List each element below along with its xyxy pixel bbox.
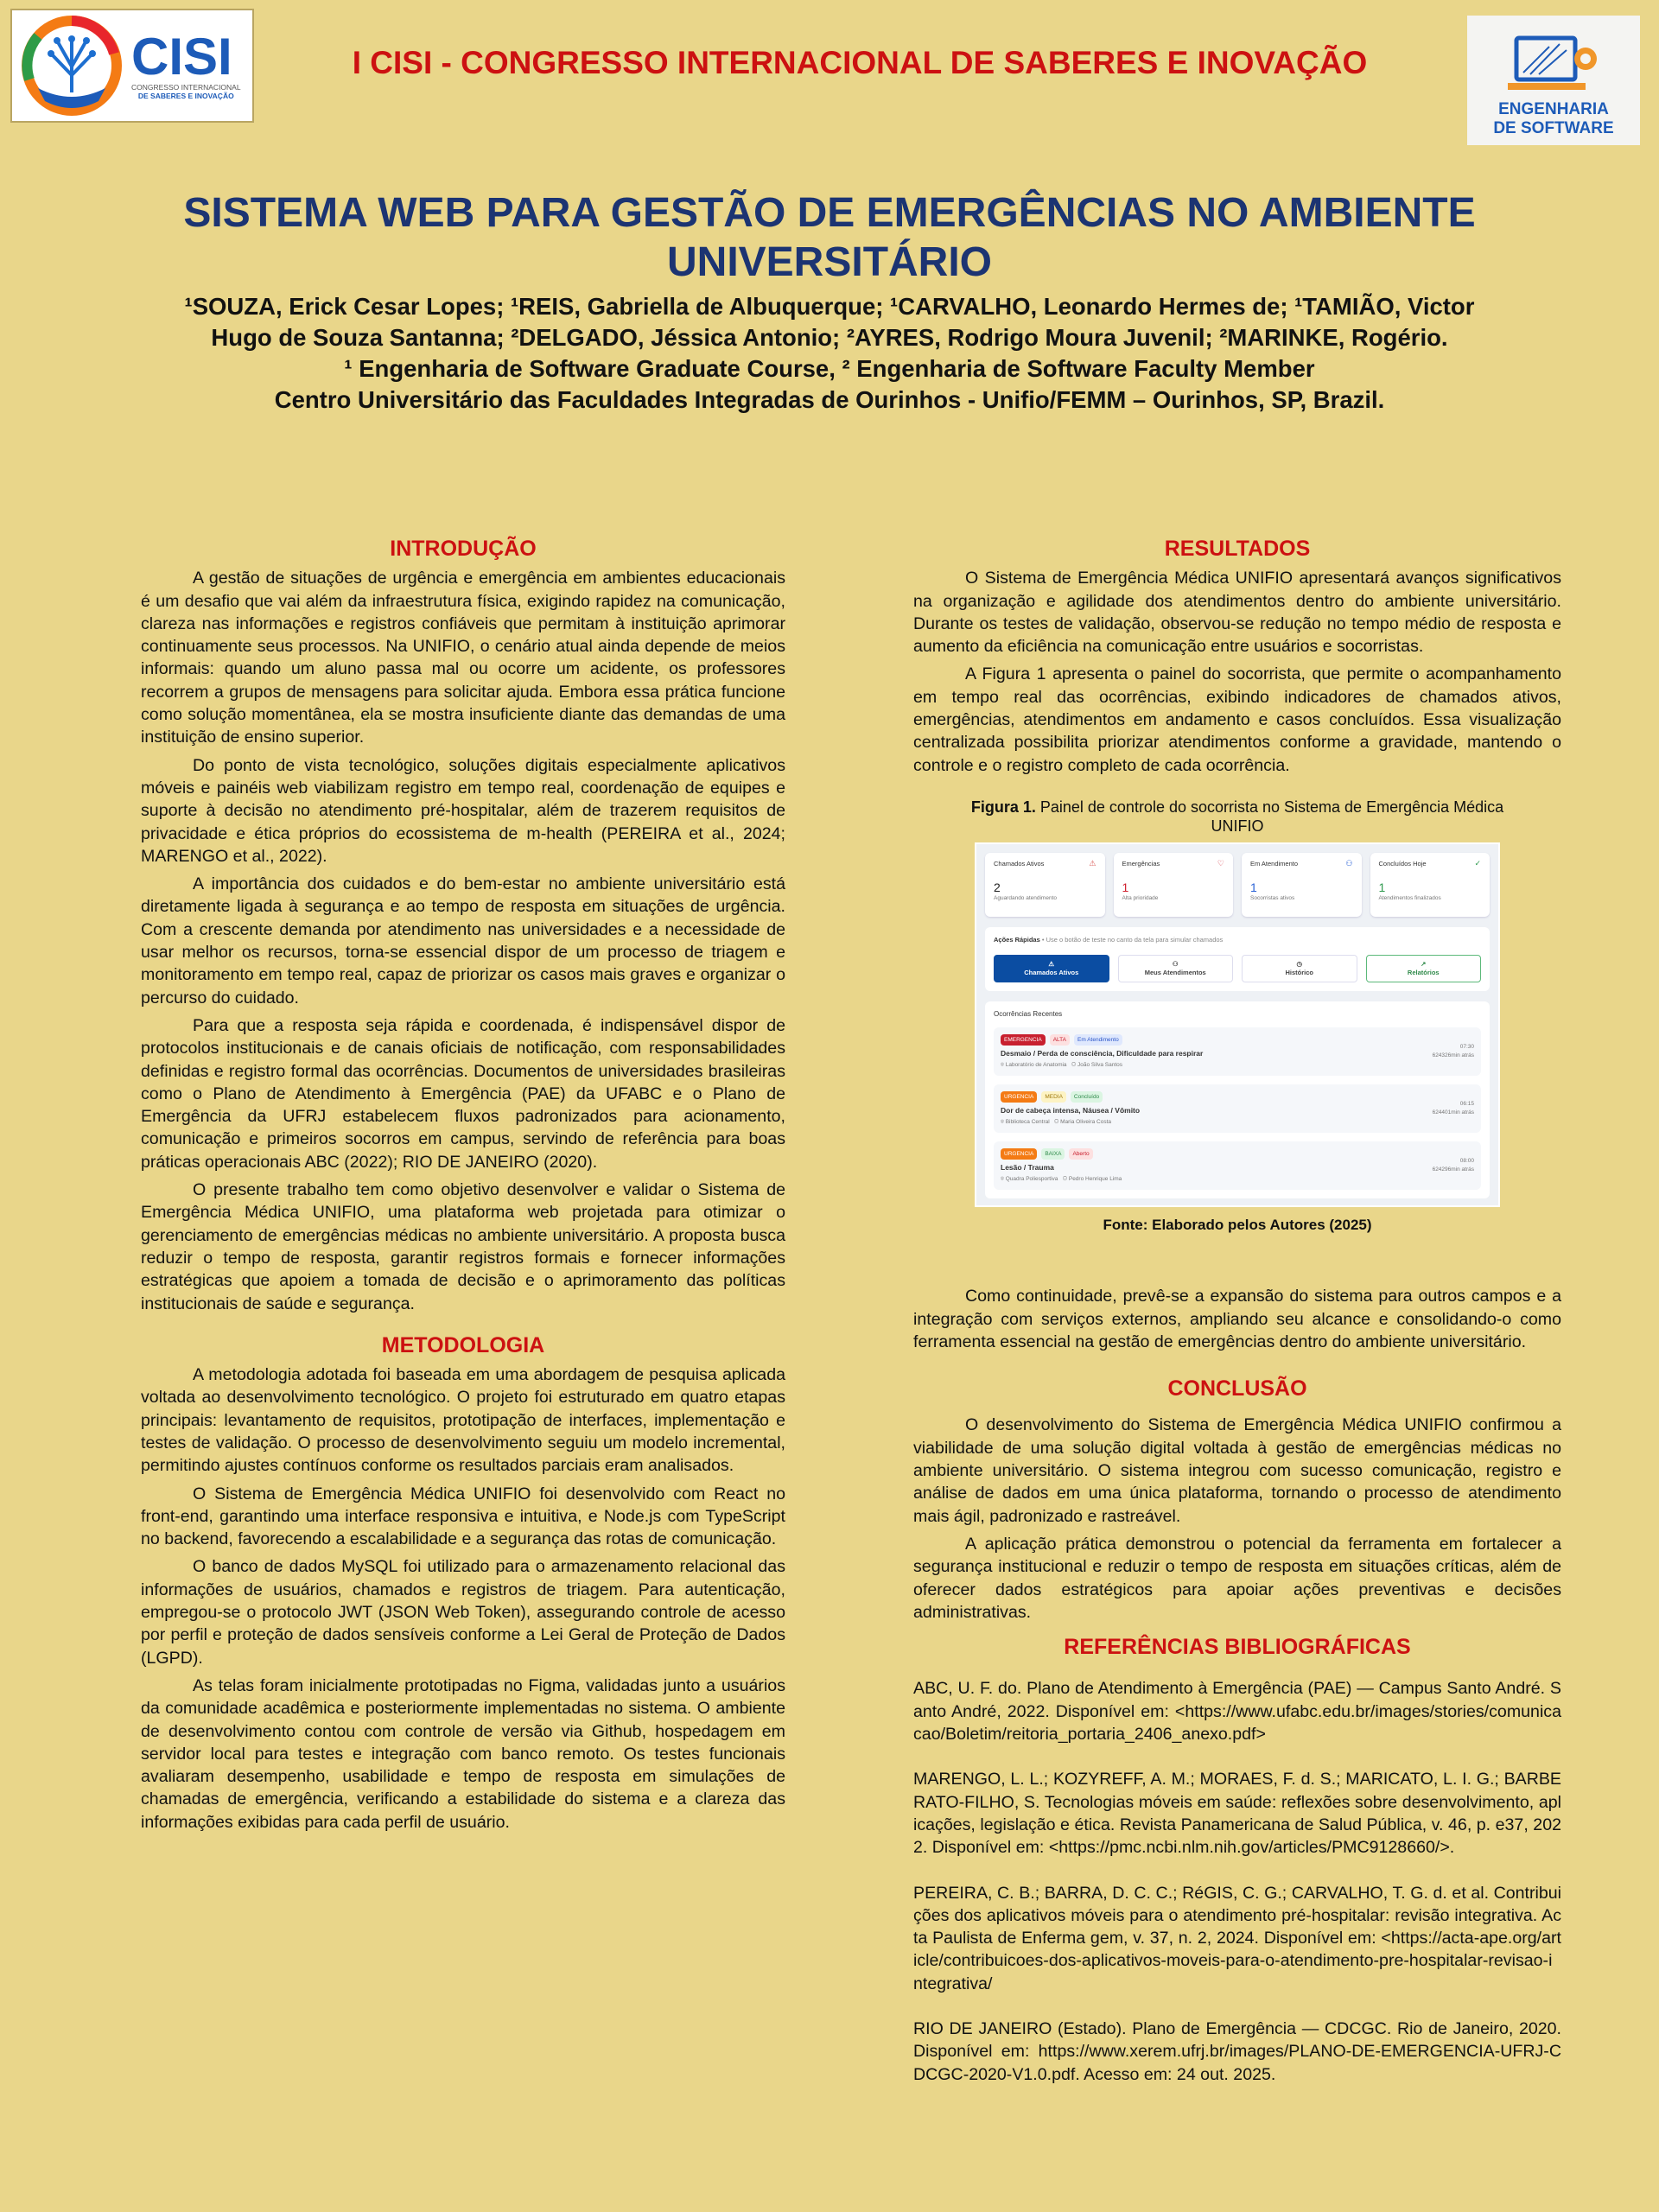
quick-actions-title: Ações Rápidas (994, 935, 1040, 944)
stat-card-title: Em Atendimento (1250, 859, 1299, 868)
heart-icon: ♡ (1217, 858, 1224, 868)
references-list (913, 1677, 1561, 2085)
authors-block (52, 291, 1607, 416)
status-badge: EMERGENCIA (1001, 1034, 1046, 1046)
unifio-tree-icon (21, 15, 123, 117)
reference-item: ABC, U. F. do. Plano de Atendimento à Emergência (PAE) — Campus Santo André. Santo André, 2022. Disponível em: <https://www.ufabc.edu.br/images/stories/comunicacao/Boletim/reitoria_portaria_2406_anexo.pdf> (913, 1679, 1561, 1745)
status-badge: MEDIA (1041, 1091, 1066, 1103)
title-line: UNIVERSITÁRIO (666, 239, 993, 285)
section-heading: REFERÊNCIAS BIBLIOGRÁFICAS (1064, 1635, 1411, 1660)
location-pin-icon: ⌾ (1001, 1061, 1004, 1068)
paragraph: A importância dos cuidados e do bem-estar no ambiente universitário está diretamente ligada à segurança e ao tempo de resposta em situações de urgência. Com a crescente demanda por atendimento nas universidades e a necessidade de usar melhor os recursos, torna-se essencial dispor de um processo de triagem e monitoramento em tempo real, capaz de priorizar os casos mais graves e organizar o percurso do cuidado. (141, 874, 785, 1007)
stat-card-title: Concluídos Hoje (1378, 859, 1427, 868)
occurrence-location: Biblioteca Central (1005, 1118, 1050, 1125)
stat-card[interactable] (1370, 853, 1491, 917)
occurrence-location: Laboratório de Anatomia (1005, 1061, 1067, 1068)
cisi-logo-sub: CONGRESSO INTERNACIONAL (131, 83, 241, 92)
check-circle-icon: ✓ (1474, 858, 1481, 868)
action-icon: ⚠ (1048, 959, 1055, 968)
stat-card[interactable] (1114, 853, 1234, 917)
paragraph: A aplicação prática demonstrou o potencial da ferramenta em fortalecer a segurança institucional e reduzir o tempo de resposta em situações críticas, além de oferecer dados estratégicos para apoiar ações preventivas e decisões administrativas. (913, 1534, 1561, 1622)
institution-line: Centro Universitário das Faculdades Integradas de Ourinhos - Unifio/FEMM – Ourinhos, SP, Brazil. (274, 386, 1385, 413)
stat-card-sub: Atendimentos finalizados (1378, 894, 1441, 901)
recent-title: Ocorrências Recentes (994, 1009, 1063, 1018)
paragraph: A Figura 1 apresenta o painel do socorrista, que permite o acompanhamento em tempo real das ocorrências, exibindo indicadores de chamados ativos, emergências, atendimentos em andamento e casos concluídos. Essa visualização centralizada possibilita priorizar atendimentos conforme a gravidade, mantendo o controle e o registro completo de cada ocorrência. (913, 664, 1561, 775)
paragraph: Como continuidade, prevê-se a expansão do sistema para outros campos e a integração com serviços externos, ampliando seu alcance e consolidando-o como ferramenta essencial na gestão de emergências dentro do ambiente universitário. (913, 1287, 1561, 1351)
occurrence-title: Desmaio / Perda de consciência, Dificuldade para respirar (1001, 1048, 1204, 1058)
action-label: Histórico (1285, 968, 1313, 976)
action-label: Relatórios (1407, 968, 1440, 976)
section-heading: INTRODUÇÃO (390, 537, 537, 561)
occurrence-ago: 624401min atrás (1432, 1109, 1474, 1116)
occurrence-title: Lesão / Trauma (1001, 1162, 1054, 1172)
quick-actions (994, 955, 1481, 982)
stat-card-sub: Socorristas ativos (1250, 894, 1295, 901)
status-badge: Aberto (1069, 1148, 1092, 1160)
affiliation-line: ¹ Engenharia de Software Graduate Course, ² Engenharia de Software Faculty Member (344, 355, 1315, 382)
occurrence-ago: 624296min atrás (1432, 1166, 1474, 1173)
stat-card-value: 1 (1250, 880, 1257, 894)
section-introducao (141, 537, 785, 1315)
occurrence-item[interactable] (994, 1084, 1481, 1133)
user-icon: ⚇ (1054, 1118, 1059, 1125)
occurrence-title: Dor de cabeça intensa, Náusea / Vômito (1001, 1105, 1141, 1115)
section-metodologia (141, 1334, 785, 1834)
paragraph: Para que a resposta seja rápida e coordenada, é indispensável dispor de protocolos institucionais e de canais oficiais de notificação, com responsabilidades definidas e registro formal das ocorrências. Documentos de universidades brasileiras como o Plano de Atendimento à Emergência (PAE) da UFABC e o Plano de Emergência da UFRJ estabelecem fluxos padronizados para acionamento, comunicação e primeiros socorros em campus, servindo de referência para boas práticas operacionais ABC (2022); RIO DE JANEIRO (2020). (141, 1015, 785, 1172)
section-conclusao (913, 1377, 1561, 1624)
action-icon: ↗ (1421, 959, 1427, 968)
users-icon: ⚇ (1345, 858, 1353, 868)
paragraph: O banco de dados MySQL foi utilizado para o armazenamento relacional das informações de usuários, chamados e registros de triagem. Para autenticação, empregou-se o protocolo JWT (JSON Web Token), assegurando controle de acesso por perfil e proteção de dados sensíveis conforme a Lei Geral de Proteção de Dados (LGPD). (141, 1557, 785, 1668)
stat-card[interactable] (985, 853, 1105, 917)
status-badge: ALTA (1050, 1034, 1070, 1046)
section-heading: METODOLOGIA (381, 1332, 545, 1357)
action-button-meus-atendimentos[interactable] (1118, 955, 1234, 982)
occurrence-item[interactable] (994, 1141, 1481, 1190)
action-label: Meus Atendimentos (1144, 968, 1206, 976)
cisi-logo-sub: DE SABERES E INOVAÇÃO (137, 92, 234, 100)
stat-card-sub: Aguardando atendimento (994, 894, 1058, 901)
reference-item: RIO DE JANEIRO (Estado). Plano de Emergência — CDCGC. Rio de Janeiro, 2020. Disponível em: https://www.xerem.ufrj.br/images/PLANO-DE-EMERGENCIA-UFRJ-CDCGC-2020-V1.0.pdf. Acesso em: 24 out. 2025. (913, 2018, 1561, 2084)
es-logo-text: DE SOFTWARE (1493, 119, 1614, 137)
stat-card-value: 1 (1378, 880, 1386, 894)
alert-triangle-icon: ⚠ (1089, 858, 1096, 868)
paragraph: O desenvolvimento do Sistema de Emergência Médica UNIFIO confirmou a viabilidade de uma solução digital voltada à gestão de emergências médicas no ambiente universitário. O sistema integrou com sucesso comunicação, registro e análise de dados em uma única plataforma, tornando o processo de atendimento mais ágil, padronizado e rastreável. (913, 1415, 1561, 1526)
paragraph: O presente trabalho tem como objetivo desenvolver e validar o Sistema de Emergência Médica UNIFIO, uma plataforma web projetada para otimizar o gerenciamento de emergências médicas no ambiente universitário. A proposta busca reduzir o tempo de resposta, garantir registros formais e fornecer informações estratégicas que apoiem a tomada de decisão e o aprimoramento das políticas institucionais de saúde e segurança. (141, 1180, 785, 1313)
cisi-logo (10, 9, 254, 123)
reference-item: MARENGO, L. L.; KOZYREFF, A. M.; MORAES, F. d. S.; MARICATO, L. I. G.; BARBERATO-FILHO, S. Tecnologias móveis em saúde: reflexões sobre desenvolvimento, aplicações, legislação e ética. Revista Panamericana de Salud Pública, v. 46, p. e37, 2022. Disponível em: <https://pmc.ncbi.nlm.nih.gov/articles/PMC9128660/>. (913, 1770, 1561, 1858)
occurrence-time: 06:15 (1459, 1100, 1474, 1107)
stat-card[interactable] (1242, 853, 1362, 917)
stat-card-value: 1 (1122, 880, 1129, 894)
quick-actions-panel (985, 927, 1490, 991)
status-badge: URGENCIA (1001, 1148, 1037, 1160)
cisi-wordmark (131, 28, 241, 100)
stat-card-value: 2 (994, 880, 1001, 894)
figure-caption-text: Painel de controle do socorrista no Sistema de Emergência Médica UNIFIO (1039, 798, 1504, 835)
action-label: Chamados Ativos (1024, 968, 1079, 976)
figure-source: Fonte: Elaborado pelos Autores (2025) (1103, 1216, 1372, 1233)
quick-actions-hint: • Use o botão de teste no canto da tela para simular chamados (1041, 935, 1224, 944)
location-pin-icon: ⌾ (1001, 1118, 1004, 1125)
action-button-chamados-ativos[interactable] (994, 955, 1109, 982)
recent-occurrences-panel (985, 1001, 1490, 1198)
figure-label: Figura 1. (970, 798, 1036, 816)
occurrence-location: Quadra Poliesportiva (1005, 1175, 1058, 1182)
occurrence-person: João Silva Santos (1077, 1061, 1123, 1068)
section-referencias (913, 1636, 1561, 2086)
paragraph: A gestão de situações de urgência e emergência em ambientes educacionais é um desafio que vai além da infraestrutura física, exigindo rapidez na comunicação, clareza nas informações e registros confiáveis que permitam à instituição aprimorar continuamente seus processos. Na UNIFIO, o cenário atual ainda depende de meios informais: quando um aluno passa mal ou ocorre um acidente, os professores recorrem a grupos de mensagens para solicitar ajuda. Embora essa prática funcione como solução momentânea, ela se mostra insuficiente diante das demandas de uma instituição de ensino superior. (141, 569, 785, 747)
location-pin-icon: ⌾ (1001, 1175, 1004, 1182)
left-column (141, 537, 785, 1839)
action-button-relat-rios[interactable] (1366, 955, 1482, 982)
occurrence-person: Pedro Henrique Lima (1068, 1175, 1122, 1182)
status-badge: BAIXA (1041, 1148, 1065, 1160)
occurrence-ago: 624326min atrás (1432, 1052, 1474, 1058)
authors-line: ¹SOUZA, Erick Cesar Lopes; ¹REIS, Gabriella de Albuquerque; ¹CARVALHO, Leonardo Hermes de; ¹TAMIÃO, Victor (184, 293, 1475, 320)
stat-cards (985, 853, 1490, 917)
occurrence-list (994, 1027, 1481, 1190)
paragraph: O Sistema de Emergência Médica UNIFIO foi desenvolvido com React no front-end, garantindo uma interface responsiva e intuitiva, e Node.js com TypeScript no backend, favorecendo a escalabilidade e a segurança das rotas de comunicação. (141, 1484, 785, 1549)
action-icon: ⚇ (1172, 959, 1179, 968)
poster-title (86, 188, 1573, 287)
dashboard-screenshot (975, 842, 1500, 1207)
es-logo-text: ENGENHARIA (1498, 100, 1609, 118)
stat-card-title: Emergências (1122, 859, 1160, 868)
right-column (913, 537, 1561, 2108)
section-resultados (913, 537, 1561, 1353)
section-heading: CONCLUSÃO (1167, 1376, 1307, 1402)
section-heading: RESULTADOS (1164, 537, 1311, 561)
paragraph: As telas foram inicialmente prototipadas no Figma, validadas junto a usuários da comunidade acadêmica e posteriormente implementadas no sistema. O ambiente de desenvolvimento contou com controle de versão via Github, hospedagem em servidor local para testes e integração com banco remoto. Os testes funcionais avaliaram desempenho, usabilidade e tempo de resposta em simulações de chamadas de emergência, verificando a estabilidade do sistema e a clareza das informações exibidas para cada perfil de usuário. (141, 1675, 785, 1832)
authors-line: Hugo de Souza Santanna; ²DELGADO, Jéssica Antonio; ²AYRES, Rodrigo Moura Juvenil; ²MARINKE, Rogério. (211, 324, 1448, 351)
occurrence-person: Maria Oliveira Costa (1060, 1118, 1111, 1125)
paragraph: Do ponto de vista tecnológico, soluções digitais especialmente aplicativos móveis e painéis web viabilizam registro em tempo real, coordenação de equipes e suporte à decisão no atendimento pré-hospitalar, além de trazerem requisitos de privacidade e ética próprios do ecossistema de m-health (PEREIRA et al., 2024; MARENGO et al., 2022). (141, 755, 785, 866)
occurrence-item[interactable] (994, 1027, 1481, 1076)
figure-caption (913, 798, 1561, 836)
reference-item: PEREIRA, C. B.; BARRA, D. C. C.; RéGIS, C. G.; CARVALHO, T. G. d. et al. Contribuições dos aplicativos móveis para o atendimento pré-hospitalar: revisão integrativa. Acta Paulista de Enferma gem, v. 37, n. 2, 2024. Disponível em: <https://acta-ape.org/article/contribuicoes-dos-aplicativos-moveis-para-o-atendimento-pre-hospitalar-revisao-integrativa/ (913, 1883, 1561, 1993)
title-line: SISTEMA WEB PARA GESTÃO DE EMERGÊNCIAS NO AMBIENTE (183, 190, 1476, 236)
occurrence-time: 07:30 (1459, 1043, 1474, 1050)
paragraph: O Sistema de Emergência Médica UNIFIO apresentará avanços significativos na organização e agilidade dos atendimentos dentro do ambiente universitário. Durante os testes de validação, observou-se redução no tempo médio de resposta e aumento da eficiência na comunicação entre usuários e socorristas. (913, 569, 1561, 657)
user-icon: ⚇ (1071, 1061, 1077, 1068)
action-button-hist-rico[interactable] (1242, 955, 1357, 982)
cisi-logo-text: CISI (131, 28, 232, 86)
occurrence-time: 08:00 (1459, 1157, 1474, 1164)
status-badge: Concluído (1071, 1091, 1103, 1103)
user-icon: ⚇ (1062, 1175, 1068, 1182)
status-badge: Em Atendimento (1074, 1034, 1122, 1046)
status-badge: URGENCIA (1001, 1091, 1037, 1103)
conference-title: I CISI - CONGRESSO INTERNACIONAL DE SABERES E INOVAÇÃO (352, 45, 1368, 80)
stat-card-sub: Alta prioridade (1122, 894, 1159, 901)
paragraph: A metodologia adotada foi baseada em uma abordagem de pesquisa aplicada voltada ao desenvolvimento tecnológico. O projeto foi estruturado em quatro etapas principais: levantamento de requisitos, prototipação de interfaces, implementação e testes de validação. O processo de desenvolvimento seguiu um modelo incremental, permitindo ajustes contínuos conforme os resultados parciais eram analisados. (141, 1365, 785, 1476)
laptop-gear-icon (1506, 31, 1601, 100)
action-icon: ◷ (1296, 959, 1303, 968)
stat-card-title: Chamados Ativos (994, 859, 1045, 868)
engenharia-software-logo (1467, 16, 1640, 145)
